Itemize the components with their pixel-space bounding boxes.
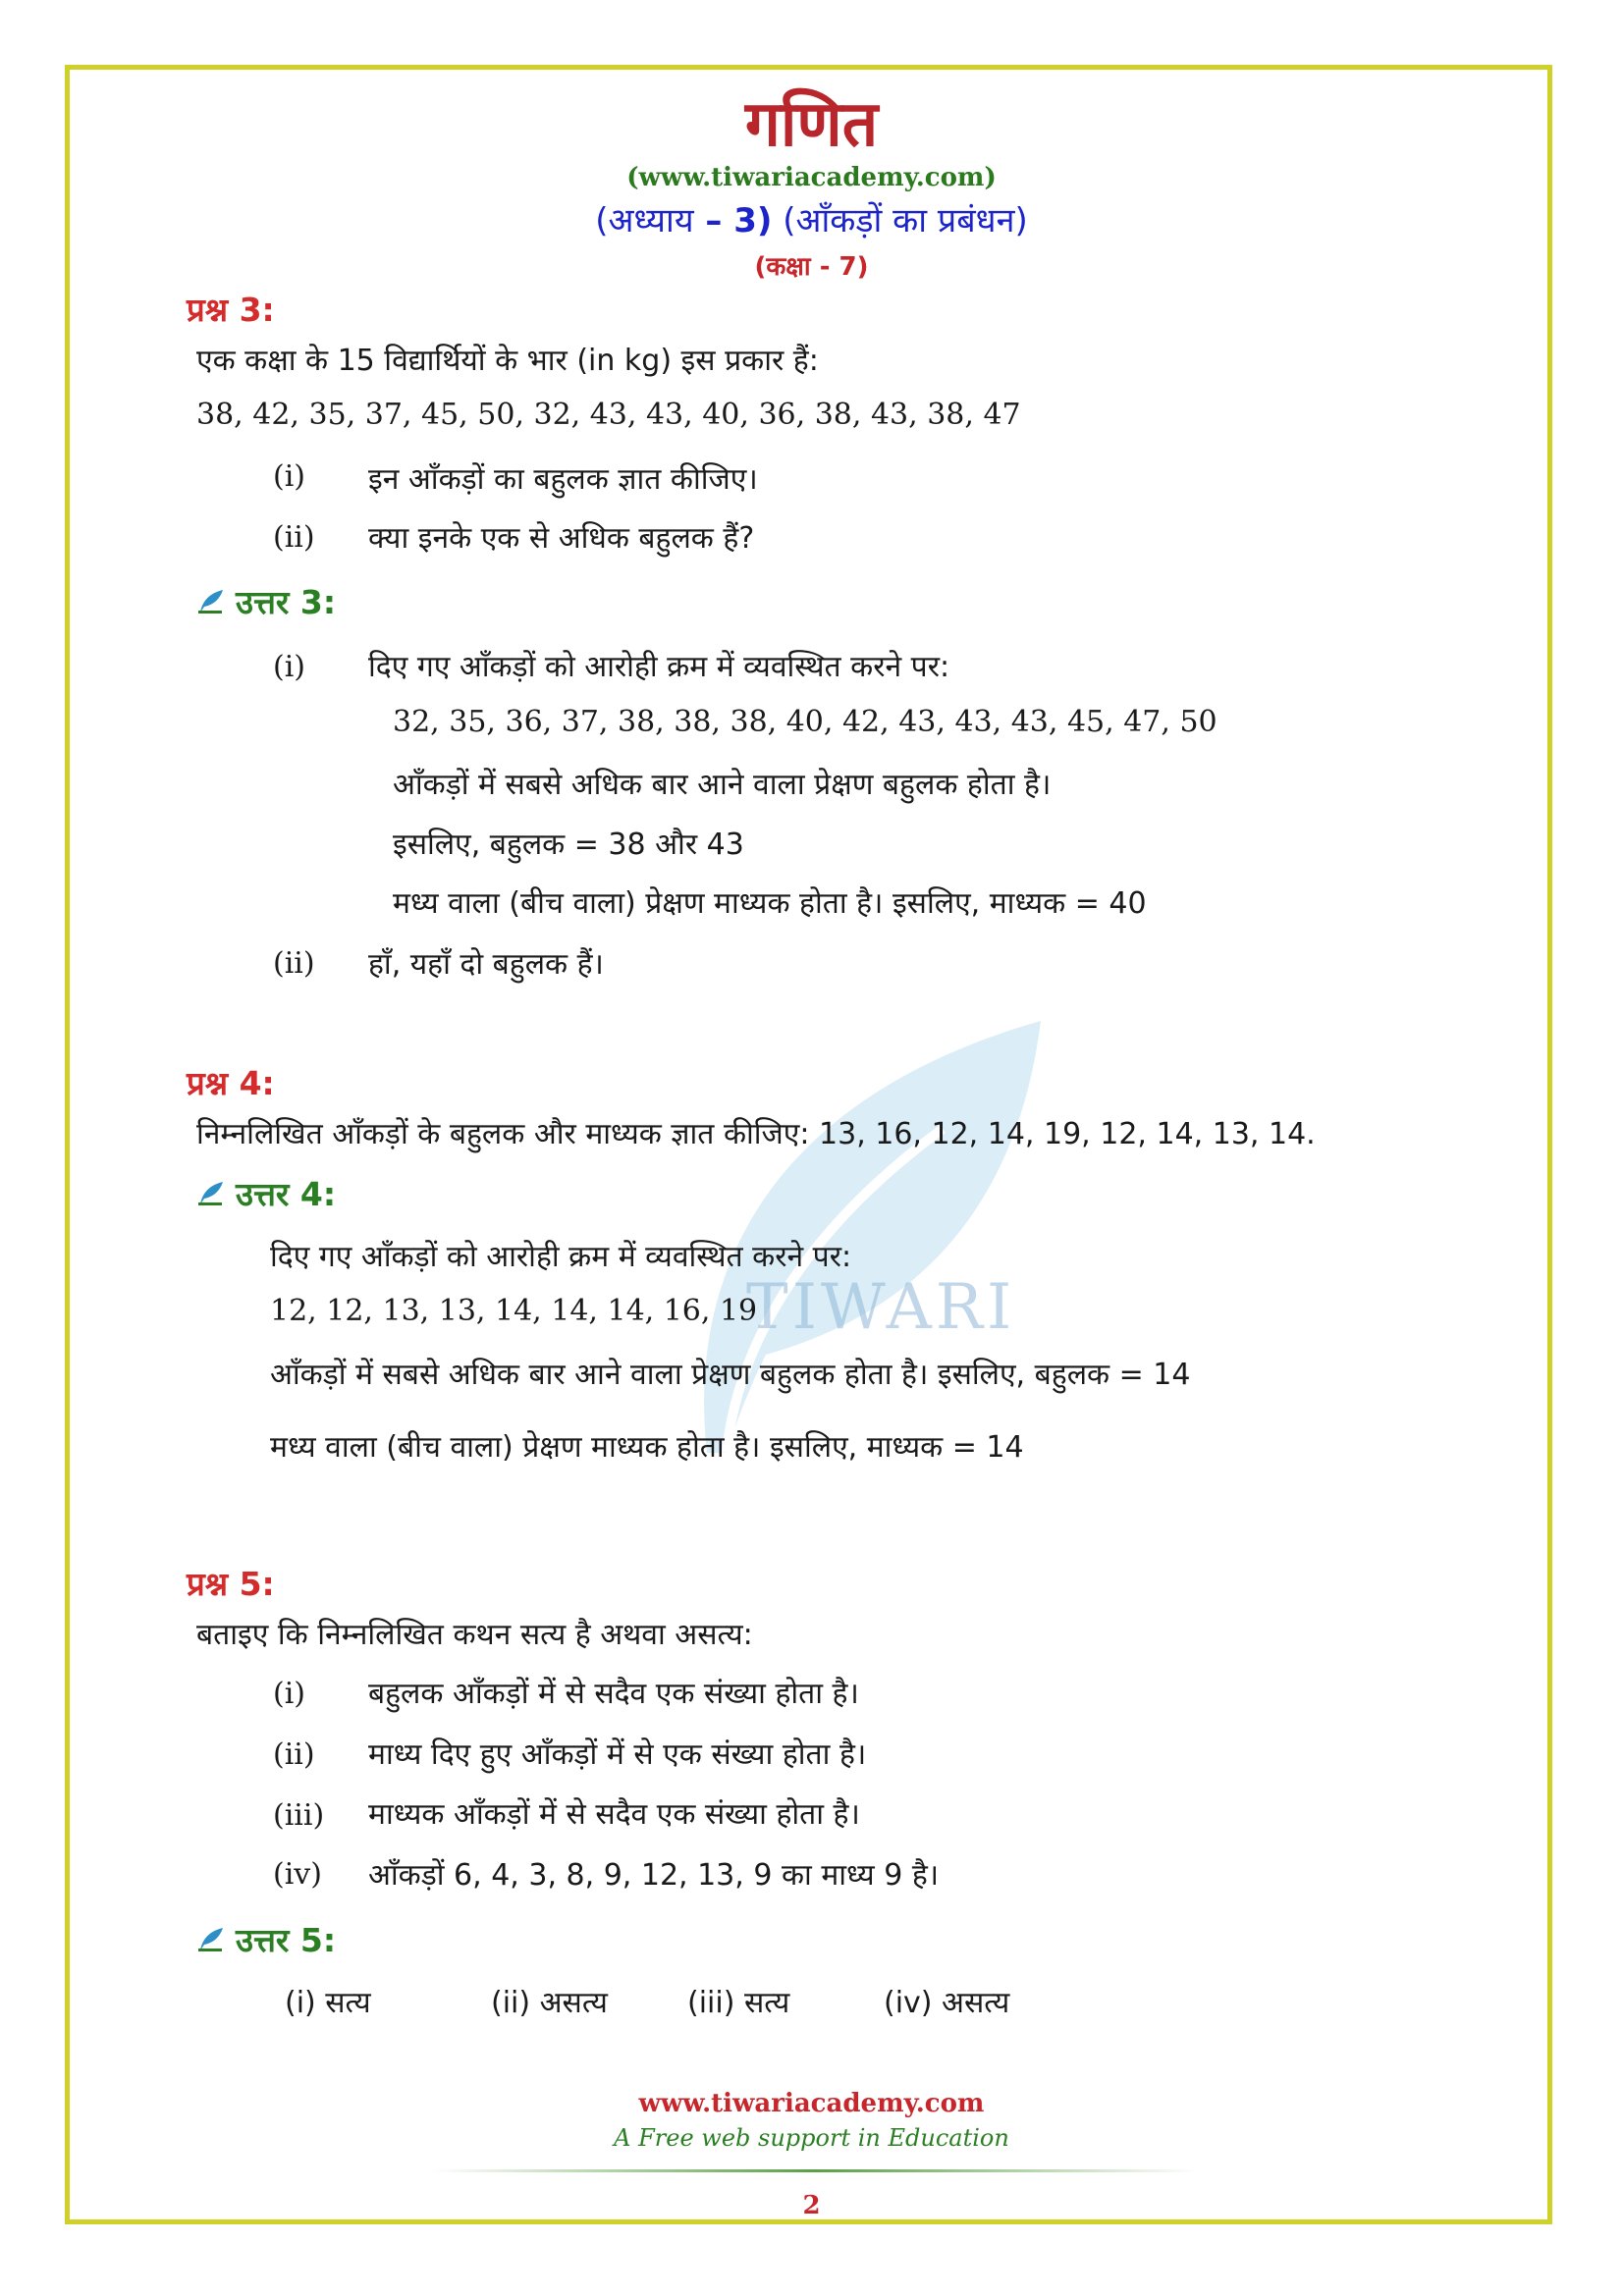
quill-logo-icon: [196, 587, 226, 616]
answer-3-label: उत्तर 3:: [236, 583, 337, 621]
answer-5-item-i: (i) सत्य: [285, 1986, 371, 2020]
answer-4-label: उत्तर 4:: [236, 1175, 337, 1213]
question-5-heading: प्रश्न 5:: [187, 1565, 275, 1603]
answer-4-median-result: मध्य वाला (बीच वाला) प्रेक्षण माध्यक होता है। इसलिए, माध्यक = 14: [270, 1430, 1024, 1465]
question-5-part-iv-text: आँकड़ों 6, 4, 3, 8, 9, 12, 13, 9 का माध्य 9 है।: [368, 1858, 940, 1893]
page-title: गणित: [744, 88, 879, 161]
answer-4-heading: [196, 1171, 336, 1215]
class-label: (कक्षा - 7): [754, 252, 869, 282]
answer-3-part-i-num: (i): [273, 650, 306, 684]
page-number: 2: [802, 2191, 821, 2220]
question-5-part-iii-num: (iii): [273, 1798, 325, 1833]
quill-logo-icon: [196, 1925, 226, 1954]
question-3-data: 38, 42, 35, 37, 45, 50, 32, 43, 43, 40, 36, 38, 43, 38, 47: [196, 398, 1021, 432]
question-5-part-iv-num: (iv): [273, 1857, 322, 1892]
watermark-text: TIWARI: [746, 1271, 1016, 1344]
header-website: (www.tiwariacademy.com): [626, 163, 997, 192]
answer-5-label: उत्तर 5:: [236, 1921, 337, 1959]
chapter-topic: (आँकड़ों का प्रबंधन): [772, 201, 1028, 240]
answer-5-item-iii: (iii) सत्य: [687, 1986, 790, 2020]
answer-3-median-result: मध्य वाला (बीच वाला) प्रेक्षण माध्यक होता है। इसलिए, माध्यक = 40: [393, 886, 1147, 921]
footer-tagline: A Free web support in Education: [614, 2124, 1009, 2152]
answer-5-heading: [196, 1917, 336, 1961]
question-5-part-i-num: (i): [273, 1677, 306, 1711]
answer-3-mode-result: इसलिए, बहुलक = 38 और 43: [393, 828, 744, 862]
chapter-word: अध्याय: [608, 201, 694, 240]
answer-3-part-ii-text: हाँ, यहाँ दो बहुलक हैं।: [368, 947, 604, 982]
answer-3-part-ii-num: (ii): [273, 946, 315, 981]
question-4-text: निम्नलिखित आँकड़ों के बहुलक और माध्यक ज्ञात कीजिए: 13, 16, 12, 14, 19, 12, 14, 13, 14.: [196, 1117, 1316, 1151]
answer-4-step-1: दिए गए आँकड़ों को आरोही क्रम में व्यवस्थित करने पर:: [270, 1240, 852, 1274]
question-5-part-ii-text: माध्य दिए हुए आँकड़ों में से एक संख्या होता है।: [368, 1737, 867, 1772]
answer-3-mode-definition: आँकड़ों में सबसे अधिक बार आने वाला प्रेक्षण बहुलक होता है।: [393, 768, 1052, 802]
question-5-part-i-text: बहुलक आँकड़ों में से सदैव एक संख्या होता है।: [368, 1677, 859, 1711]
question-5-part-iii-text: माध्यक आँकड़ों में से सदैव एक संख्या होता है।: [368, 1797, 860, 1832]
footer-divider: [432, 2169, 1198, 2172]
footer-website: www.tiwariacademy.com: [638, 2089, 985, 2118]
question-5-text: बताइए कि निम्नलिखित कथन सत्य है अथवा असत्य:: [196, 1618, 753, 1652]
answer-4-sorted-data: 12, 12, 13, 13, 14, 14, 14, 16, 19: [270, 1294, 758, 1328]
answer-3-heading: [196, 579, 336, 623]
chapter-open: (: [595, 201, 609, 240]
answer-5-item-ii: (ii) असत्य: [491, 1986, 608, 2020]
answer-5-item-iv: (iv) असत्य: [884, 1986, 1010, 2020]
question-3-part-ii-text: क्या इनके एक से अधिक बहुलक हैं?: [368, 521, 755, 556]
question-5-part-ii-num: (ii): [273, 1737, 315, 1772]
answer-4-mode-result: आँकड़ों में सबसे अधिक बार आने वाला प्रेक्षण बहुलक होता है। इसलिए, बहुलक = 14: [270, 1358, 1191, 1392]
question-3-text: एक कक्षा के 15 विद्यार्थियों के भार (in kg) इस प्रकार हैं:: [196, 344, 819, 378]
quill-logo-icon: [196, 1179, 226, 1208]
question-3-part-i-num: (i): [273, 459, 306, 494]
answer-3-sorted-data: 32, 35, 36, 37, 38, 38, 38, 40, 42, 43, 43, 43, 45, 47, 50: [393, 705, 1217, 739]
question-3-heading: प्रश्न 3:: [187, 291, 275, 329]
chapter-number: – 3): [693, 201, 773, 240]
question-3-part-ii-num: (ii): [273, 520, 315, 555]
question-4-heading: प्रश्न 4:: [187, 1064, 275, 1102]
chapter-heading: [0, 196, 1623, 241]
answer-3-part-i-text: दिए गए आँकड़ों को आरोही क्रम में व्यवस्थित करने पर:: [368, 650, 950, 684]
question-3-part-i-text: इन आँकड़ों का बहुलक ज्ञात कीजिए।: [368, 462, 758, 497]
